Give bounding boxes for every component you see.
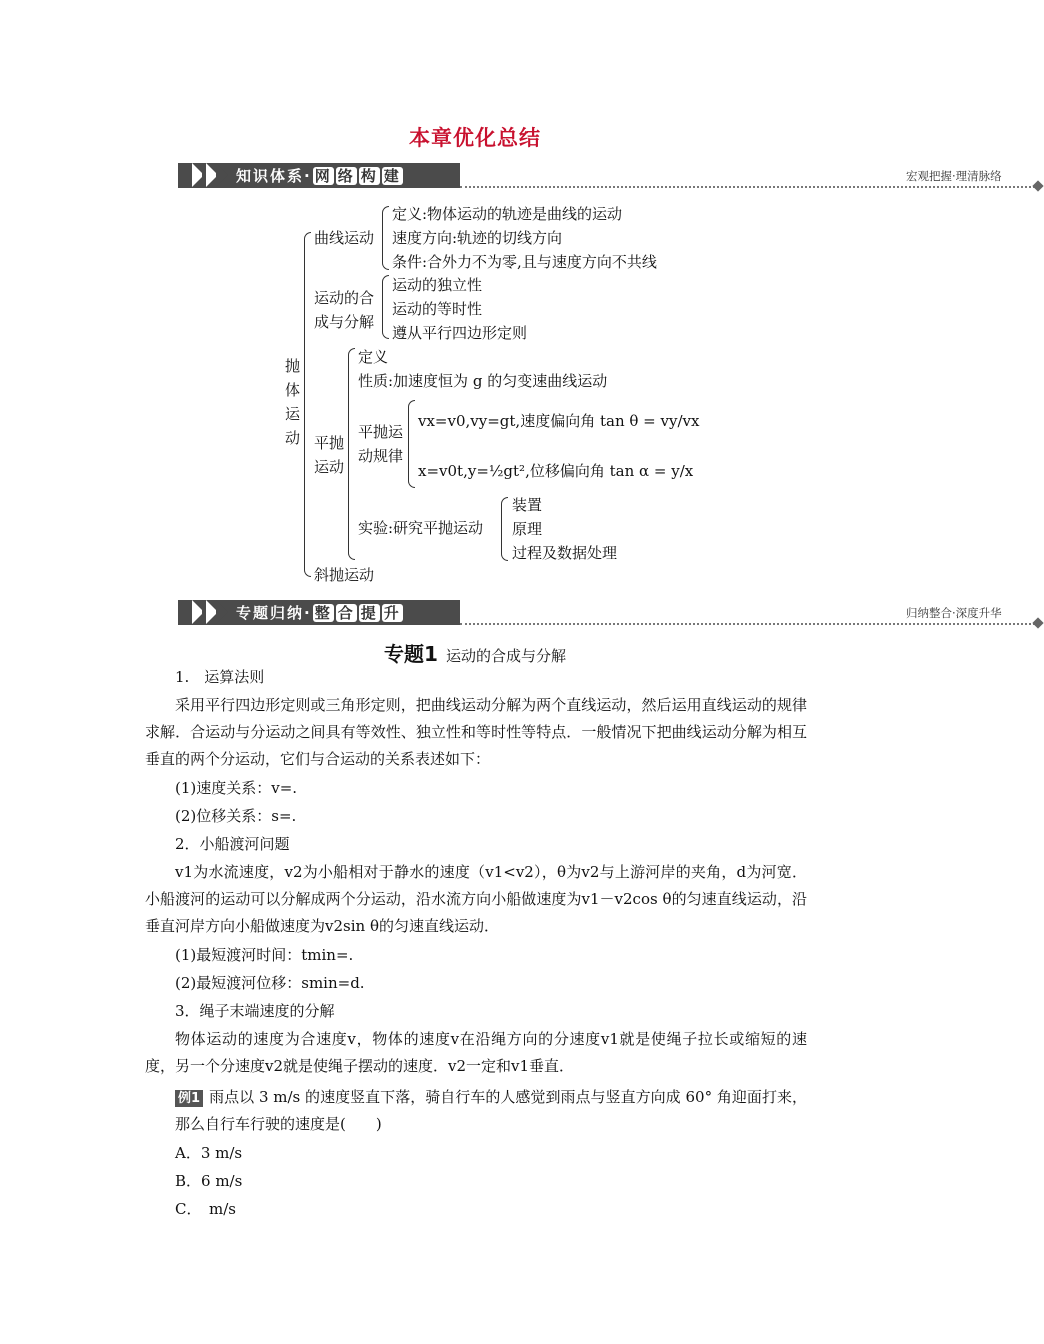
example-tag: 例1 [175, 1090, 203, 1107]
example-text: 雨点以 3 m/s 的速度竖直下落，骑自行车的人感觉到雨点与竖直方向成 60° 角迎面打来，那么自行车行驶的速度是( ) [175, 1088, 807, 1133]
tree-item: 性质:加速度恒为 g 的匀变速曲线运动 [358, 372, 608, 390]
list-item: (1)速度关系：v=. [175, 779, 298, 797]
tree-item: 定义:物体运动的轨迹是曲线的运动 [392, 205, 623, 223]
tree-experiment: 实验:研究平抛运动 [358, 519, 484, 537]
tree-projectile: 平抛 [314, 434, 345, 452]
banner-dot: · [304, 604, 312, 622]
diamond-icon [1032, 617, 1043, 628]
tree-law: 动规律 [358, 447, 404, 465]
paragraph: 物体运动的速度为合速度v，物体的速度v在沿绳方向的分速度v1就是使绳子拉长或缩短的速度，另一个分速度v2就是使绳子摆动的速度．v2一定和v1垂直． [145, 1030, 807, 1075]
tree-item: 遵从平行四边形定则 [392, 324, 528, 342]
tree-root: 抛体运动 [285, 357, 301, 447]
banner-box: 合 [337, 604, 355, 622]
option-b: B．6 m/s [175, 1172, 243, 1190]
banner-box: 整 [314, 604, 332, 622]
tree-law: 平抛运 [358, 423, 404, 441]
banner-box: 建 [383, 167, 401, 185]
tree-oblique: 斜抛运动 [314, 566, 375, 584]
banner-box: 网 [314, 167, 332, 185]
tree-item: 运动的独立性 [392, 276, 483, 294]
list-item: (2)位移关系：s=. [175, 807, 297, 825]
banner-box: 络 [337, 167, 355, 185]
option-a: A．3 m/s [175, 1144, 243, 1162]
tree-composition: 成与分解 [314, 313, 375, 331]
topic-name: 运动的合成与分解 [445, 647, 566, 665]
topic-heading [0, 638, 950, 667]
banner-box: 构 [360, 167, 378, 185]
list-item: (1)最短渡河时间：tmin=. [175, 946, 354, 964]
tree-composition: 运动的合 [314, 289, 375, 307]
banner-subtitle: 宏观把握·理清脉络 [906, 169, 1002, 183]
banner-title: 专题归纳 [236, 604, 305, 622]
topic-label: 专题1 [384, 642, 438, 666]
banner-box: 升 [383, 604, 401, 622]
banner-box: 提 [360, 604, 378, 622]
tree-curve: 曲线运动 [314, 229, 375, 247]
banner-dot: · [304, 167, 312, 185]
tree-item: 原理 [512, 520, 543, 538]
tree-item: 定义 [358, 348, 389, 366]
list-item: (2)最短渡河位移：smin=d. [175, 974, 365, 992]
section-title: 3．绳子末端速度的分解 [175, 1002, 335, 1020]
paragraph: 采用平行四边形定则或三角形定则，把曲线运动分解为两个直线运动，然后运用直线运动的规律求解．合运动与分运动之间具有等效性、独立性和等时性等特点．一般情况下把曲线运动分解为相互垂直的两个分运动，它们与合运动的关系表述如下： [145, 696, 807, 768]
tree-formula: vx=v0,vy=gt,速度偏向角 tan θ = vy/vx [418, 412, 700, 430]
tree-item: 运动的等时性 [392, 300, 483, 318]
tree-item: 装置 [512, 496, 543, 514]
example-question [145, 1084, 807, 1138]
tree-formula: x=v0t,y=½gt²,位移偏向角 tan α = y/x [418, 462, 694, 480]
tree-item: 速度方向:轨迹的切线方向 [392, 229, 563, 247]
tree-projectile: 运动 [314, 458, 345, 476]
page-title: 本章优化总结 [409, 126, 541, 150]
diamond-icon [1032, 180, 1043, 191]
section-title: 2．小船渡河问题 [175, 835, 290, 853]
tree-item: 过程及数据处理 [512, 544, 618, 562]
tree-item: 条件:合外力不为零,且与速度方向不共线 [392, 253, 657, 271]
option-c: C． m/s [175, 1200, 236, 1218]
paragraph: v1为水流速度，v2为小船相对于静水的速度（v1<v2），θ为v2与上游河岸的夹角，d为河宽．小船渡河的运动可以分解成两个分运动，沿水流方向小船做速度为v1－v2cos θ的匀速直线运动，沿垂直河岸方向小船做速度为v2sin θ的匀速直线运动． [145, 863, 807, 935]
section-title: 1. 运算法则 [175, 668, 265, 686]
banner-title: 知识体系 [236, 167, 305, 185]
banner-subtitle: 归纳整合·深度升华 [906, 606, 1002, 620]
